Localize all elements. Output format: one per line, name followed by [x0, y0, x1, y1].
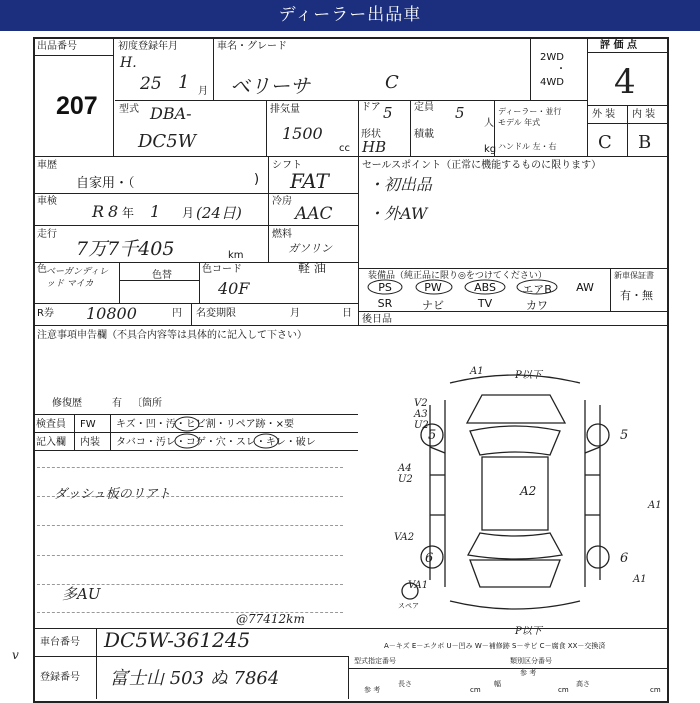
warranty-label: 新車保証書	[614, 271, 654, 280]
inspector-line-2: タバコ・汚レ・コゲ・穴・スレ・キレ・破レ	[116, 437, 316, 448]
equip-abs: ABS	[474, 281, 496, 294]
diagram-mark-13: 6	[425, 551, 434, 566]
ac-value: AAC	[295, 204, 333, 224]
inspector-line-1: キズ・凹・汚・ヒビ割・リペア跡・×要	[116, 419, 294, 430]
fuel-gasoline: ガソリン	[288, 242, 332, 255]
car-grade: C	[385, 72, 399, 93]
equip-leather: カワ	[526, 299, 548, 312]
inspector-note-3: @77412km	[236, 612, 305, 626]
equip-ps: PS	[378, 281, 392, 294]
color-code: 40F	[218, 279, 250, 298]
diagram-mark-7: 5	[620, 428, 629, 443]
diagram-legend: A－キズ E－エクボ U－凹み W－補修跡 S－サビ C－腐食 XX－交換済	[384, 642, 606, 650]
width-unit: cm	[558, 686, 569, 694]
displacement-unit: cc	[339, 143, 350, 154]
interior-label: 内 装	[632, 109, 656, 120]
name-change-day: 日	[342, 308, 352, 319]
equip-navi: ナビ	[422, 299, 444, 312]
registration-month-unit: 月	[198, 86, 208, 97]
mileage-label: 走行	[37, 229, 57, 240]
selling-point-2: ・外AW	[368, 204, 428, 223]
registration-year: 25	[140, 74, 162, 94]
exterior-score: C	[598, 132, 612, 153]
displacement-label: 排気量	[270, 104, 300, 115]
warranty-value: 有・無	[620, 289, 653, 302]
color-value: ベーガンディレッド マイカ	[46, 267, 109, 289]
inspector-interior: 内装	[80, 437, 100, 448]
diagram-mark-8: A2	[520, 484, 537, 498]
header-title: ディーラー出品車	[0, 0, 700, 31]
inspector-note-2: 多AU	[62, 585, 101, 603]
notes-label: 注意事項申告欄（不具合内容等は具体的に記入して下さい）	[37, 330, 307, 341]
load-unit: kg	[484, 144, 497, 155]
equip-aw: AW	[576, 281, 594, 294]
lot-number-label: 出品番号	[37, 41, 77, 52]
model-prefix: DBA-	[150, 104, 192, 123]
repair-place: 〔箇所	[132, 398, 162, 409]
doors-value: 5	[383, 104, 393, 122]
history-label: 車歴	[37, 160, 57, 171]
mileage-unit: km	[228, 250, 244, 261]
name-change-label: 名変期限	[196, 308, 236, 319]
equipment-circles	[358, 268, 610, 311]
diagram-mark-2: P以下	[515, 370, 542, 381]
inspection-year-unit: 年	[122, 206, 135, 220]
inspection-year: 8	[108, 202, 119, 221]
chassis-label: 車台番号	[40, 637, 80, 648]
model-code: DC5W	[138, 131, 197, 152]
color-change-label: 色替	[152, 270, 172, 281]
inspector-label-2: 記入欄	[36, 437, 66, 448]
margin-mark: v	[12, 648, 19, 662]
diagram-mark-17: P以下	[515, 626, 542, 637]
recycle-value: 10800	[86, 304, 137, 323]
height-label: 高さ	[576, 680, 590, 688]
equip-tv: TV	[477, 297, 493, 310]
diagram-mark-15: VA1	[408, 580, 429, 591]
back-seat-label: 後日品	[362, 314, 392, 325]
ac-label: 冷房	[272, 196, 292, 207]
color-label: 色	[37, 264, 47, 275]
diagram-spare-label: スペア	[398, 602, 419, 610]
model-label: 型式	[119, 104, 139, 115]
interior-score: B	[638, 132, 652, 153]
score-label: 評 価 点	[600, 40, 637, 51]
width-label: 幅	[494, 680, 501, 688]
registration-label: 初度登録年月	[118, 41, 178, 52]
diagram-mark-9: A4	[398, 463, 412, 474]
type-number-label: 型式指定番号	[354, 657, 396, 665]
car-damage-diagram	[400, 365, 630, 620]
lot-number: 207	[56, 92, 98, 120]
load-label: 積載	[414, 129, 434, 140]
plate-label: 登録番号	[40, 672, 80, 683]
length-label: 長さ	[398, 680, 412, 688]
recycle-unit: 円	[172, 308, 182, 319]
capacity-unit: 人	[484, 118, 494, 129]
shift-value: FAT	[290, 169, 329, 193]
diagram-mark-10: U2	[398, 474, 413, 485]
equip-sr: SR	[377, 297, 393, 310]
chassis-number: DC5W-361245	[104, 628, 251, 652]
model-year-label: モデル 年式	[498, 118, 541, 127]
drive-dot: ・	[556, 64, 566, 75]
class-number-label: 類別区分番号	[510, 657, 552, 665]
equip-pw: PW	[424, 281, 442, 294]
inspection-month-unit: 月	[182, 206, 195, 220]
recycle-label: R券	[37, 308, 54, 319]
class-ref-label: 参 考	[520, 669, 537, 677]
type-ref-label: 参 考	[364, 686, 381, 694]
displacement-value: 1500	[282, 124, 323, 143]
shape-label: 形状	[361, 129, 381, 140]
dealer-label: ディーラー・並行	[498, 107, 562, 116]
inspection-month: 1	[150, 202, 161, 221]
inspector-label-1: 検査員	[36, 419, 66, 430]
diagram-mark-16: A1	[633, 574, 647, 585]
history-close: )	[254, 172, 260, 187]
inspector-circles	[160, 414, 300, 450]
plate-number: 富士山 503 ぬ 7864	[110, 668, 280, 689]
diagram-mark-5: U2	[414, 420, 429, 431]
height-unit: cm	[650, 686, 661, 694]
repair-label: 修復歴	[52, 398, 82, 409]
inspector-note-1: ダッシュ板のリアト	[54, 487, 171, 502]
score-value: 4	[614, 62, 636, 102]
shape-value: HB	[362, 138, 387, 156]
diagram-mark-12: VA2	[394, 532, 415, 543]
diagram-mark-1: A1	[470, 366, 484, 377]
length-unit: cm	[470, 686, 481, 694]
doors-label: ドア	[361, 102, 381, 113]
car-name-label: 車名・グレード	[217, 41, 287, 52]
equipment-label: 装備品（純正品に限り◎をつけてください）	[368, 271, 547, 281]
color-code-label: 色コード	[202, 264, 242, 275]
fuel-label: 燃料	[272, 229, 292, 240]
diagram-mark-11: A1	[648, 500, 662, 511]
handle-label: ハンドル 左・右	[498, 142, 557, 151]
inspector-fw: FW	[80, 419, 96, 430]
name-change-month: 月	[290, 308, 300, 319]
inspection-era: R	[92, 202, 105, 221]
inspection-label: 車検	[37, 196, 57, 207]
capacity-value: 5	[455, 104, 465, 122]
inspection-day: (24日)	[196, 204, 242, 222]
selling-points-label: セールスポイント（正常に機能するものに限ります）	[362, 160, 602, 171]
diagram-mark-4: A3	[414, 409, 428, 420]
drive-4wd: 4WD	[540, 77, 564, 88]
shift-label: シフト	[272, 160, 302, 171]
registration-month: 1	[178, 72, 190, 93]
mileage-value: 7万7千405	[76, 238, 175, 260]
drive-2wd: 2WD	[540, 52, 564, 63]
car-name: ベリーサ	[230, 74, 310, 98]
registration-era: H.	[120, 55, 137, 71]
diagram-mark-14: 6	[620, 551, 629, 566]
diagram-mark-3: V2	[414, 398, 428, 409]
diagram-mark-6: 5	[428, 428, 437, 443]
equip-airbag: エアB	[522, 283, 552, 296]
exterior-label: 外 装	[592, 109, 616, 120]
capacity-label: 定員	[414, 102, 434, 113]
repair-value: 有	[112, 398, 122, 409]
fuel-diesel: 軽 油	[298, 261, 326, 275]
selling-point-1: ・初出品	[368, 175, 433, 194]
history-value: 自家用・（	[76, 176, 135, 191]
